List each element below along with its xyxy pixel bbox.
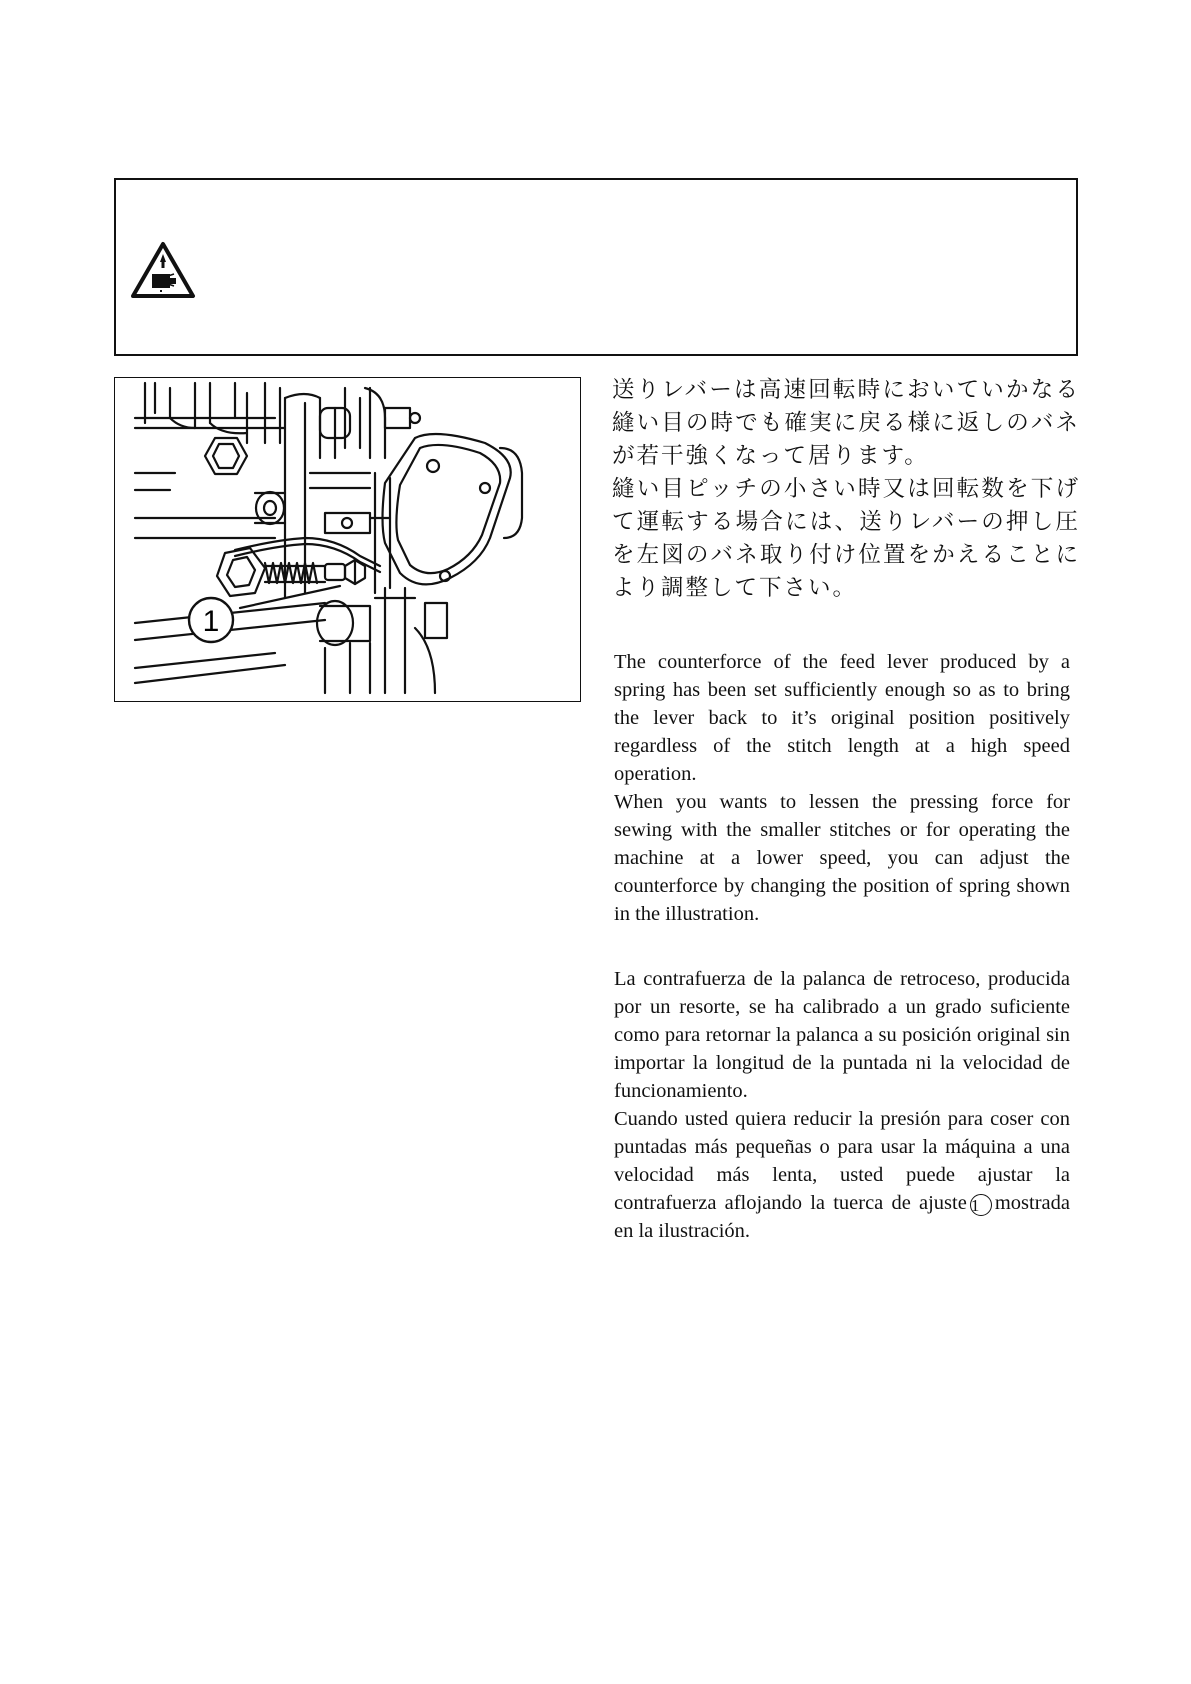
spanish-text <box>614 965 1070 1245</box>
figure-callout-label: 1 <box>202 605 220 638</box>
adjusting-nut-marker: 1 <box>970 1194 992 1216</box>
caution-box <box>114 178 1078 356</box>
feed-lever-spring-drawing <box>115 378 581 702</box>
english-paragraph-1: The counterforce of the feed lever produced by a spring has been set sufficiently enough so as to bring the lever back to it’s original position positively regardless of the stitch length at a high speed operation. <box>614 651 1070 785</box>
japanese-paragraph-1: 送りレバーは高速回転時においていかなる縫い目の時でも確実に戻る様に返しのバネが若干強くなって居ります。 <box>612 377 1080 469</box>
spanish-paragraph-2-end: mostrada en la ilustración. <box>614 1192 1070 1242</box>
hand-crush-warning-icon <box>130 240 196 300</box>
japanese-paragraph-2: 縫い目ピッチの小さい時又は回転数を下げて運転する場合には、送りレバーの押し圧を左図のバネ取り付け位置をかえることにより調整して下さい。 <box>612 476 1080 601</box>
spanish-paragraph-1: La contrafuerza de la palanca de retroceso, producida por un resorte, se ha calibrado a un grado suficiente como para retornar la palanca a su posición original sin importar la longitud de la puntada ni la velocidad de funcionamiento. <box>614 968 1070 1102</box>
mechanism-illustration <box>114 377 581 702</box>
spanish-paragraph-2 <box>614 1105 1070 1245</box>
spanish-paragraph-2-text: Cuando usted quiera reducir la presión para coser con puntadas más pequeñas o para usar la máquina a una velocidad más lenta, usted puede ajustar la contrafuerza aflojando la tuerca de ajuste <box>614 1108 1070 1214</box>
english-text <box>614 648 1070 928</box>
japanese-text <box>612 374 1080 605</box>
english-paragraph-2: When you wants to lessen the pressing force for sewing with the smaller stitches or for operating the machine at a lower speed, you can adjust the counterforce by changing the position of spring shown in the illustration. <box>614 791 1070 925</box>
